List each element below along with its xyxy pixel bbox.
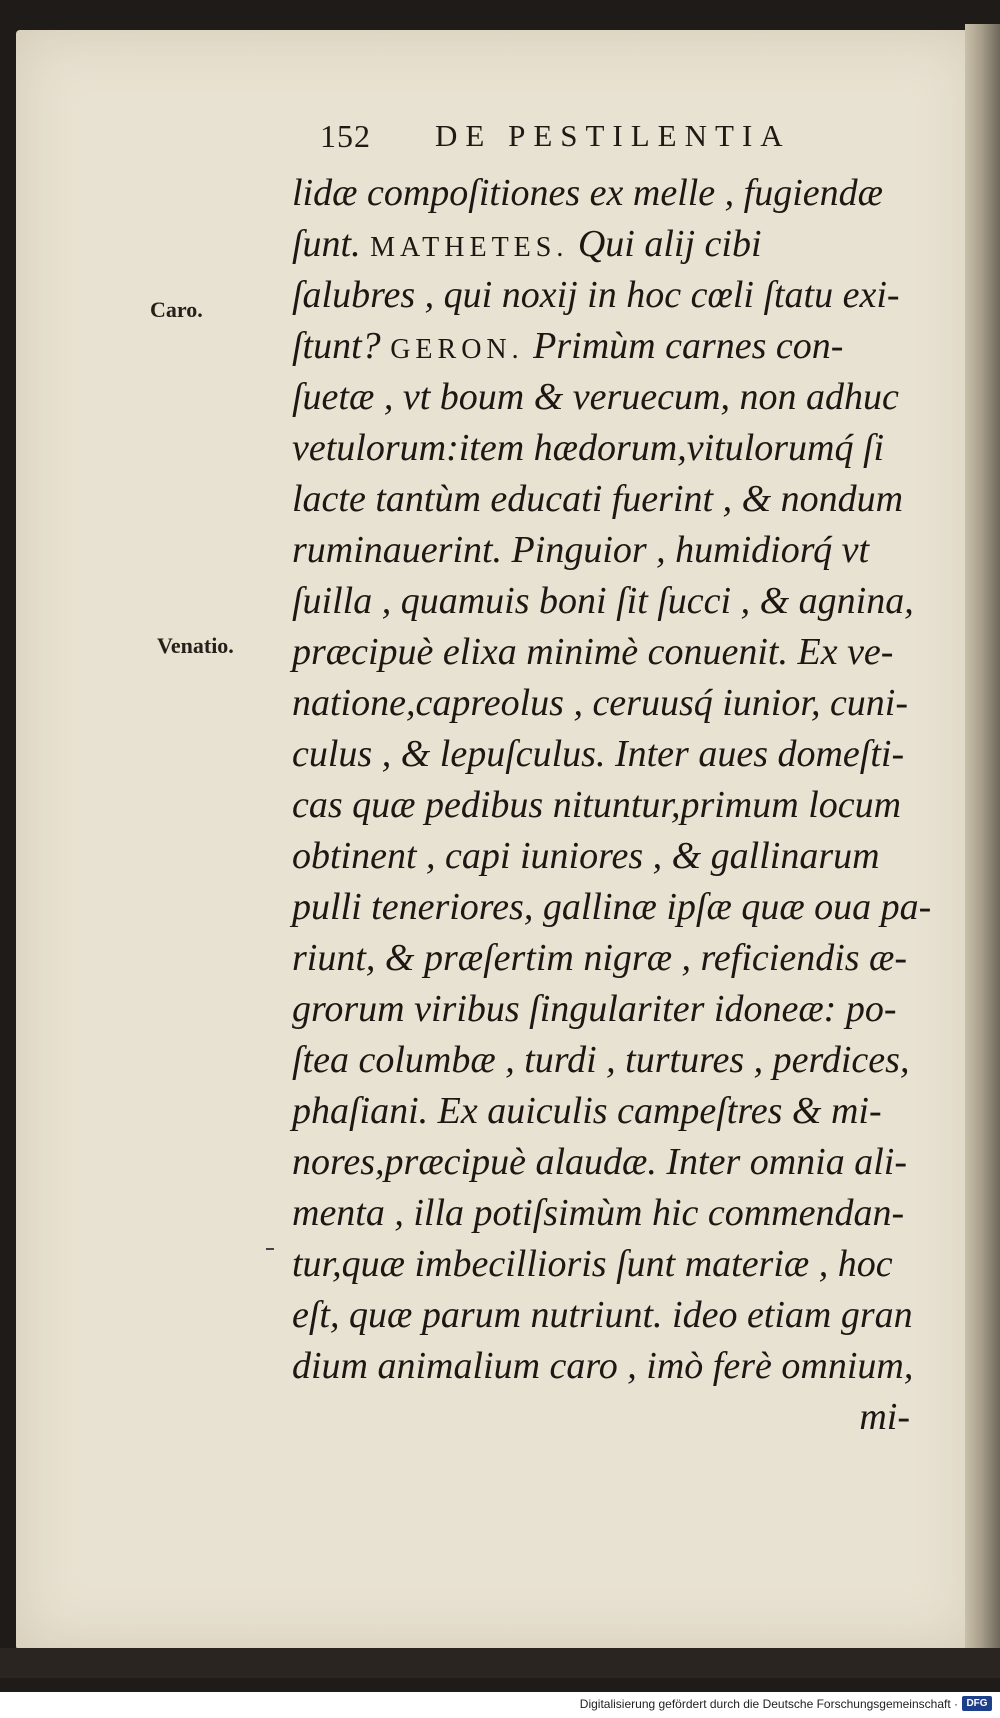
dfg-logo: DFG — [962, 1696, 992, 1711]
text-line: ſalubres , qui noxij in hoc cœli ſtatu exi- — [292, 274, 900, 316]
running-head: DE PESTILENTIA — [435, 118, 791, 153]
page-number: 152 — [320, 118, 371, 154]
text-line: ſtunt? GERON. Primùm carnes con- — [292, 325, 844, 367]
text-line: natione,capreolus , ceruusq́ iunior, cuni- — [292, 682, 909, 724]
margin-mark — [266, 1248, 274, 1250]
text-line: tur,quæ imbecillioris ſunt materiæ , hoc — [292, 1243, 893, 1285]
text-line: ſuilla , quamuis boni ſit ſucci , & agnina, — [292, 580, 914, 622]
text-line: eſt, quæ parum nutriunt. ideo etiam gran — [292, 1294, 913, 1336]
speaker-name: MATHETES. — [370, 232, 569, 263]
text-line: grorum viribus ſingulariter idoneæ: po- — [292, 988, 897, 1030]
text-line: ruminauerint. Pinguior , humidiorq́ vt — [292, 529, 870, 571]
text-line: riunt, & præſertim nigræ , reficiendis æ- — [292, 937, 908, 979]
text-line: dium animalium caro , imò ferè omnium, — [292, 1345, 914, 1387]
page-header — [320, 118, 860, 158]
body-text — [292, 168, 932, 1443]
text-line: ſunt. MATHETES. Qui alij cibi — [292, 223, 762, 265]
footer-credit: Digitalisierung gefördert durch die Deutsche Forschungsgemeinschaft · — [579, 1697, 958, 1711]
speaker-name: GERON. — [390, 334, 524, 365]
text-line: ſuetæ , vt boum & veruecum, non adhuc — [292, 376, 899, 418]
text-line: obtinent , capi iuniores , & gallinarum — [292, 835, 880, 877]
text-line: mi- — [859, 1396, 910, 1438]
text-line: culus , & lepuſculus. Inter aues domeſti- — [292, 733, 905, 775]
page-edge — [965, 24, 1000, 1664]
margin-note-venatio: Venatio. — [157, 633, 234, 658]
page-bottom-edge — [0, 1648, 1000, 1678]
text-line: phaſiani. Ex auiculis campeſtres & mi- — [292, 1090, 882, 1132]
text-line: lacte tantùm educati fuerint , & nondum — [292, 478, 904, 520]
text-line: menta , illa potiſsimùm hic commendan- — [292, 1192, 905, 1234]
text-line: pulli teneriores, gallinæ ipſæ quæ oua pa- — [292, 886, 932, 928]
text-line: lidæ compoſitiones ex melle , fugiendæ — [292, 172, 884, 214]
text-line: nores,præcipuè alaudæ. Inter omnia ali- — [292, 1141, 907, 1183]
text-line: vetulorum:item hædorum,vitulorumq́ ſi — [292, 427, 885, 469]
text-line: cas quæ pedibus nituntur,primum locum — [292, 784, 902, 826]
text-line: ſtea columbæ , turdi , turtures , perdices, — [292, 1039, 910, 1081]
text-line: præcipuè elixa minimè conuenit. Ex ve- — [292, 631, 894, 673]
margin-note-caro: Caro. — [150, 297, 203, 322]
